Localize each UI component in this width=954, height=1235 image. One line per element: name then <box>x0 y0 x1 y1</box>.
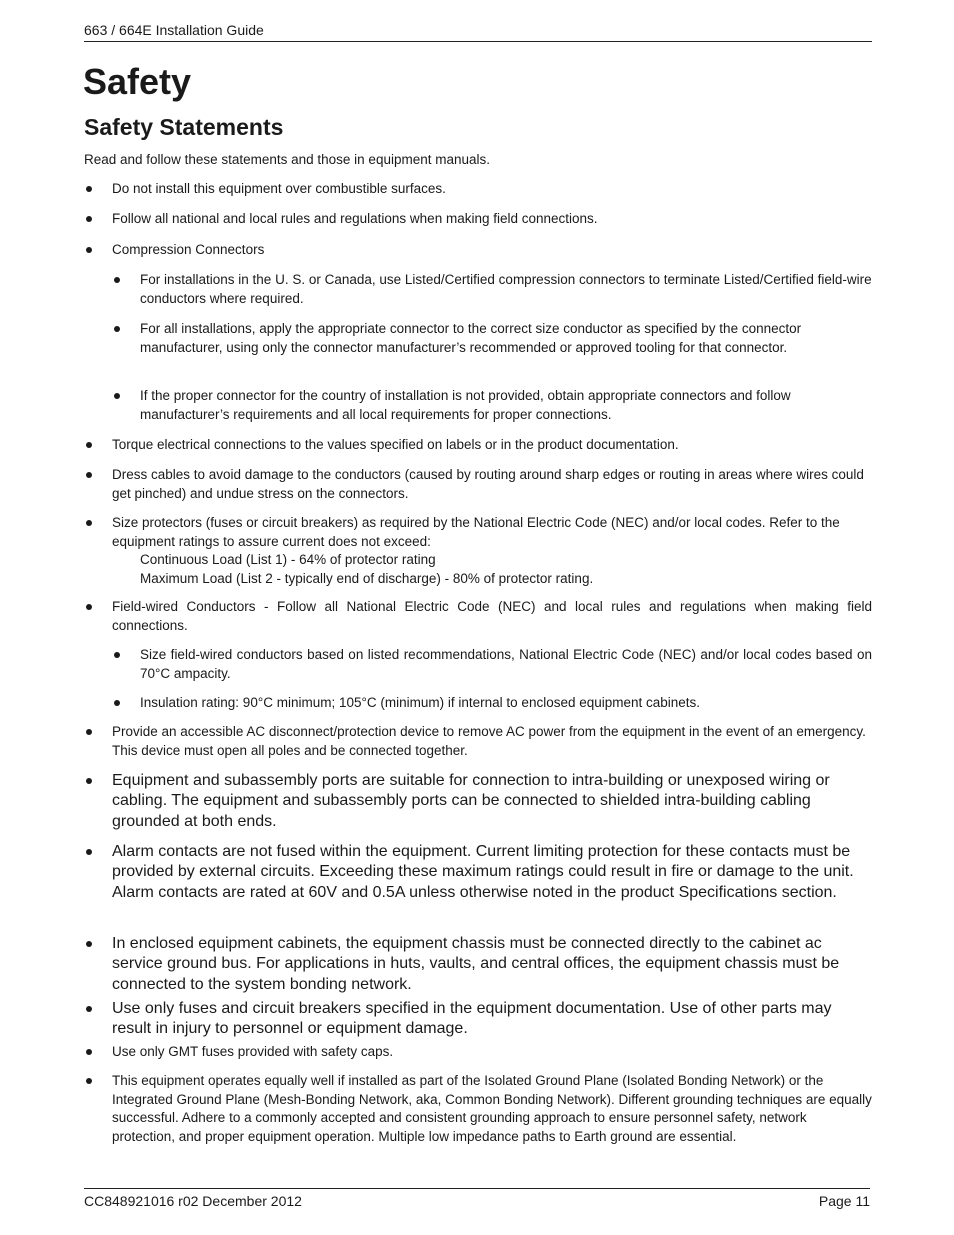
header-text: 663 / 664E Installation Guide <box>84 22 264 38</box>
load-line-continuous: Continuous Load (List 1) - 64% of protector rating <box>140 552 436 567</box>
sub-list-item <box>140 646 872 683</box>
list-item-text: Follow all national and local rules and regulations when making field connections. <box>112 211 598 226</box>
list-item-text: Equipment and subassembly ports are suitable for connection to intra-building or unexposed wiring or cabling. The equipment and subassembly ports can be connected to shielded intra-building cabling grounded at both ends. <box>112 772 830 830</box>
list-item-text: Provide an accessible AC disconnect/protection device to remove AC power from the equipment in the event of an emergency. This device must open all poles and be connected together. <box>112 724 866 758</box>
list-item-text: Size field-wired conductors based on listed recommendations, National Electric Code (NEC) and/or local codes based on 70°C ampacity. <box>140 647 872 681</box>
intro-paragraph: Read and follow these statements and those in equipment manuals. <box>84 152 491 167</box>
list-item <box>112 723 872 760</box>
list-item-text: In enclosed equipment cabinets, the equipment chassis must be connected directly to the cabinet ac service ground bus. For applications in huts, vaults, and central offices, the equipment chassis must be connected to the system bonding network. <box>112 935 840 993</box>
list-item <box>112 436 872 455</box>
bullet-icon <box>114 326 120 332</box>
sub-list-item <box>140 271 872 308</box>
list-item <box>112 210 872 229</box>
list-item-text: Use only fuses and circuit breakers specified in the equipment documentation. Use of other parts may result in injury to personnel or equipment damage. <box>112 1000 832 1038</box>
list-item <box>112 1043 872 1062</box>
list-item-text: Field-wired Conductors - Follow all National Electric Code (NEC) and local rules and regulations when making field connections. <box>112 599 872 633</box>
list-item <box>112 842 872 903</box>
footer-doc-id: CC848921016 r02 December 2012 <box>84 1193 302 1209</box>
bullet-icon <box>114 652 120 658</box>
running-header <box>84 20 872 42</box>
list-item <box>112 180 872 199</box>
list-item <box>112 999 872 1040</box>
list-item <box>112 1072 872 1146</box>
section-title: Safety Statements <box>84 114 284 140</box>
list-item-text: Insulation rating: 90°C minimum; 105°C (minimum) if internal to enclosed equipment cabinets. <box>140 695 701 710</box>
bullet-icon <box>86 1078 92 1084</box>
running-footer <box>84 1188 870 1210</box>
bullet-icon <box>86 520 92 526</box>
bullet-icon <box>86 778 92 784</box>
bullet-icon <box>86 1006 92 1012</box>
bullet-icon <box>86 1049 92 1055</box>
bullet-icon <box>86 442 92 448</box>
list-item <box>112 514 872 588</box>
bullet-icon <box>86 729 92 735</box>
list-item <box>112 771 872 832</box>
list-item <box>112 241 872 260</box>
list-item-text: This equipment operates equally well if installed as part of the Isolated Ground Plane (Isolated Bonding Network) or the Integrated Ground Plane (Mesh-Bonding Network, aka, Common Bonding Network). Different grounding techniques are equally successful. Adhere to a commonly accepted and consistent grounding approach to ensure personnel safety, network protection, and proper equipment operation. Multiple low impedance paths to Earth ground are essential. <box>112 1073 872 1144</box>
list-item <box>112 466 872 503</box>
list-item-text: Use only GMT fuses provided with safety caps. <box>112 1044 394 1059</box>
bullet-icon <box>86 186 92 192</box>
list-item-text: Size protectors (fuses or circuit breakers) as required by the National Electric Code (NEC) and/or local codes. Refer to the equipment ratings to assure current does not exceed: <box>112 515 840 549</box>
footer-page-number: Page 11 <box>818 1193 870 1209</box>
list-item-text: Alarm contacts are not fused within the equipment. Current limiting protection for these contacts must be provided by external circuits. Exceeding these maximum ratings could result in fire or damage to the unit. Alarm contacts are rated at 60V and 0.5A unless otherwise noted in the product Specifications section. <box>112 843 854 901</box>
list-item <box>112 598 872 635</box>
load-line-maximum: Maximum Load (List 2 - typically end of discharge) - 80% of protector rating. <box>140 570 594 586</box>
bullet-icon <box>86 941 92 947</box>
bullet-icon <box>114 700 120 706</box>
list-item-text: Dress cables to avoid damage to the conductors (caused by routing around sharp edges or routing in areas where wires could get pinched) and undue stress on the connectors. <box>112 467 864 501</box>
list-item-text: For all installations, apply the appropriate connector to the correct size conductor as specified by the connector manufacturer, using only the connector manufacturer’s recommended or approved tooling for that connector. <box>140 321 802 355</box>
bullet-icon <box>114 393 120 399</box>
page-title: Safety <box>83 61 192 102</box>
bullet-icon <box>86 216 92 222</box>
sub-list-item <box>140 694 872 713</box>
list-item <box>112 934 872 995</box>
sub-list-item <box>140 320 872 357</box>
list-item-text: If the proper connector for the country of installation is not provided, obtain appropriate connectors and follow manufacturer’s requirements and all local requirements for proper connections. <box>140 388 791 422</box>
list-item-text: Do not install this equipment over combustible surfaces. <box>112 181 446 196</box>
list-item-text: Compression Connectors <box>112 242 265 257</box>
list-item-text: For installations in the U. S. or Canada, use Listed/Certified compression connectors to terminate Listed/Certified field-wire conductors where required. <box>140 272 872 306</box>
bullet-icon <box>86 247 92 253</box>
bullet-icon <box>114 277 120 283</box>
bullet-icon <box>86 849 92 855</box>
sub-list-item <box>140 387 872 424</box>
bullet-icon <box>86 472 92 478</box>
list-item-text: Torque electrical connections to the values specified on labels or in the product documentation. <box>112 437 679 452</box>
bullet-icon <box>86 604 92 610</box>
